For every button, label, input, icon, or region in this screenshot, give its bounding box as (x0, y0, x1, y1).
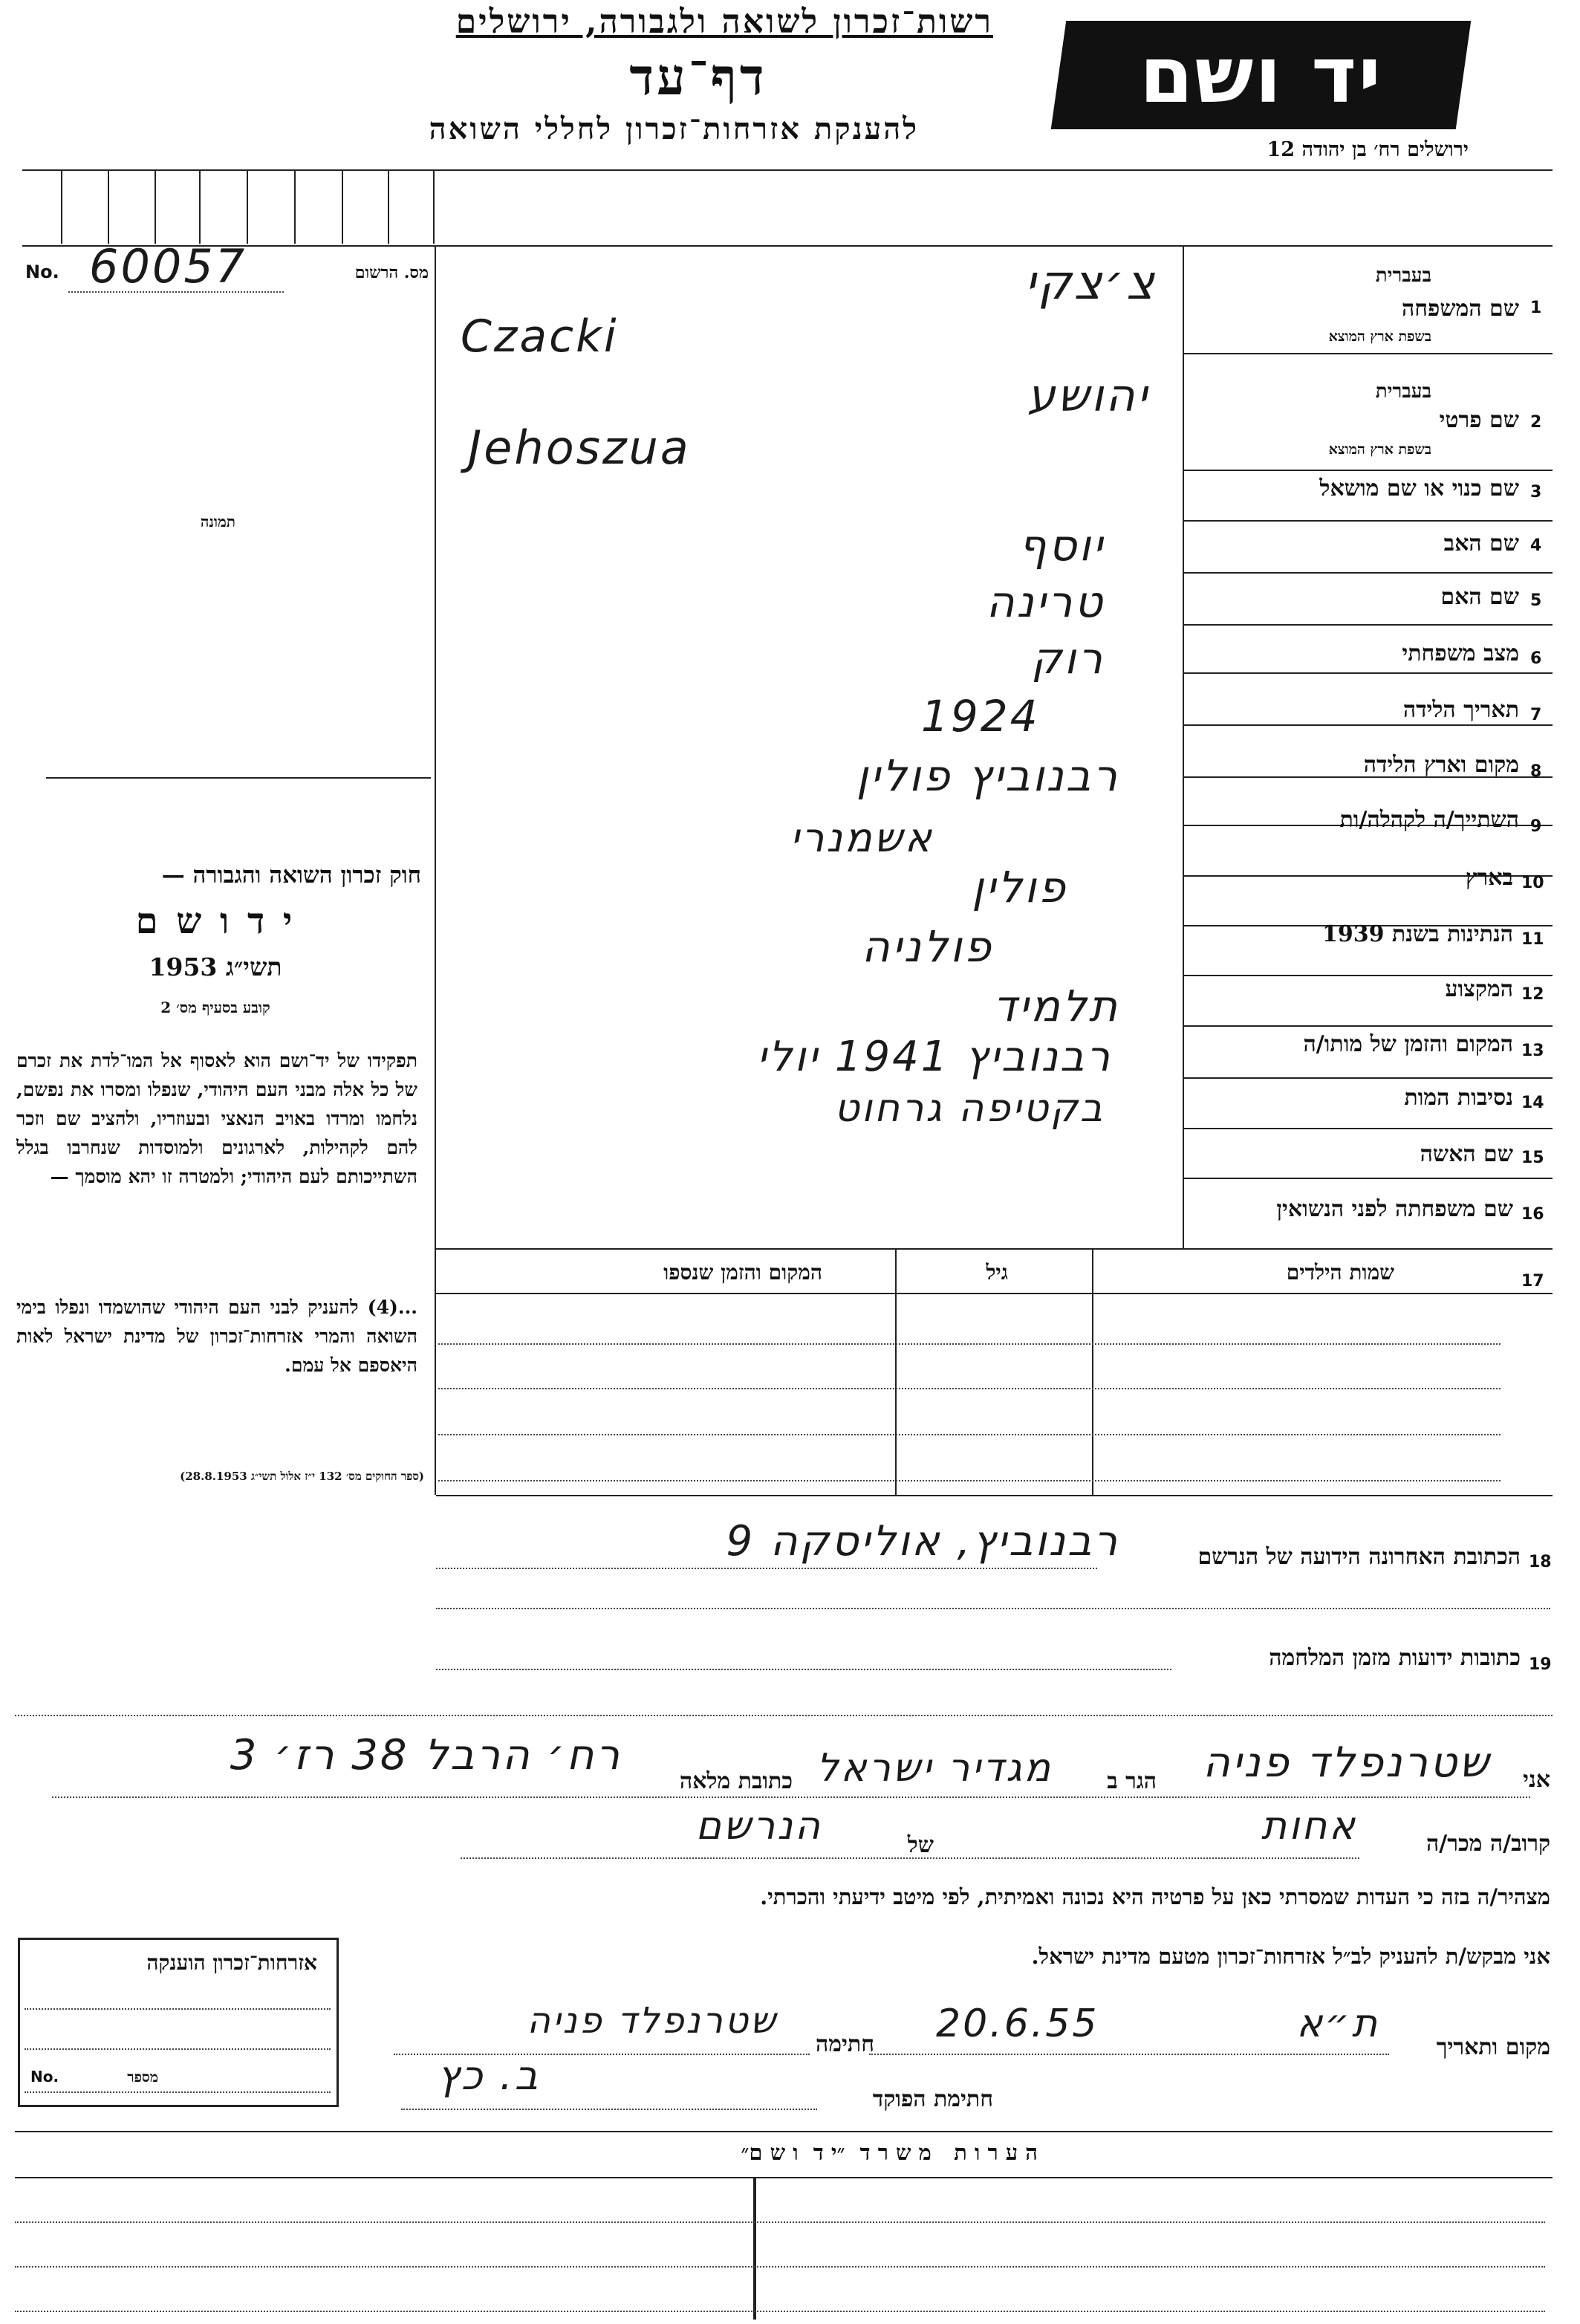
address-line (436, 1608, 1550, 1609)
yad-vashem-logo (1051, 21, 1472, 129)
field-10-label: בארץ (1465, 865, 1513, 891)
date-value[interactable]: 20.6.55 (936, 2002, 1099, 2046)
field-13-number: 13 (1521, 1042, 1544, 1060)
field-4-number: 4 (1530, 536, 1542, 555)
field-10-value[interactable]: פולין (972, 862, 1067, 912)
field-rule (1183, 1077, 1553, 1079)
field-13-label: המקום והזמן של מותו/ה (1303, 1031, 1513, 1057)
citizenship-line (25, 2091, 331, 2093)
declaration-line (461, 1857, 1359, 1859)
law-section: קובע בסעיף מס׳ 2 (160, 999, 270, 1016)
document-subtitle: להענקת אזרחות־זכרון לחללי השואה (429, 111, 919, 146)
citizenship-line (25, 2048, 331, 2050)
field-5-label: שם האם (1440, 584, 1519, 610)
field-2-value-latin[interactable]: Jehoszua (468, 421, 691, 475)
field-rule (1183, 470, 1553, 471)
law-year: תשי״ג 1953 (149, 952, 282, 981)
field-8-number: 8 (1530, 762, 1542, 781)
signature-label: חתימה (816, 2031, 874, 2057)
law-heading: חוק זכרון השואה והגבורה — (161, 862, 421, 889)
officer-signature-label: חתימת הפוקד (872, 2086, 993, 2112)
law-paragraph-1: תפקידו של יד־ושם הוא לאסוף אל המו־לדת את זכרם של כל אלה מבני העם היהודי, שנפלו ומסרו את נפשם, נלחמו ומרדו באויב הנאצי ובעוזריו, ולהציב שם וזכר להם לקהילות, לארגונים ולמוסדות שנחרבו בגלל השתייכותם לעם היהודי; ולמטרה זו יהא מוסמך — (16, 1050, 417, 1187)
strip-divider (61, 171, 62, 244)
field-12-number: 12 (1521, 985, 1544, 1004)
registration-no-value: 60057 (89, 239, 247, 293)
field-2-value-hebrew[interactable]: יהושע (1027, 370, 1149, 422)
field-15-label: שם האשה (1420, 1141, 1513, 1167)
field-1-value-latin[interactable]: Czacki (461, 311, 619, 363)
law-paragraph-2: ...(4) להעניק לבני העם היהודי שהושמדו ונפלו בימי השואה והמרי אזרחות־זכרון של מדינת ישראל לאות היאספם אל עמם. (16, 1296, 417, 1376)
field-18-number: 18 (1529, 1553, 1552, 1571)
children-top-rule (436, 1248, 1553, 1250)
field-12-value[interactable]: תלמיד (992, 981, 1119, 1031)
field-9-value[interactable]: אשמנרי (790, 814, 934, 861)
strip-divider (199, 171, 201, 244)
field-rule (1183, 672, 1553, 674)
declarant-name[interactable]: שטרנפלד פניה (1203, 1739, 1491, 1787)
top-rule (22, 169, 1553, 171)
citizenship-box (18, 1938, 339, 2107)
notes-line (15, 2221, 1545, 2223)
label-column-border (1183, 247, 1184, 1248)
main-left-border (435, 247, 436, 1495)
field-rule (1183, 724, 1553, 726)
field-rule (1183, 624, 1553, 626)
declaration-line-1: מצהיר/ה בזה כי העדות שמסרתי כאן על פרטיה היא נכונה ואמיתית, לפי מיטב ידיעתי והכרתי. (760, 1884, 1550, 1909)
strip-divider (388, 171, 389, 244)
citizenship-no-label: No. (30, 2068, 59, 2086)
field-16-label: שם משפחתה לפני הנשואין (1276, 1196, 1513, 1222)
field-rule (1183, 1128, 1553, 1129)
relation-value[interactable]: אחות (1261, 1804, 1357, 1849)
registration-no-label: No. (25, 262, 59, 282)
strip-divider (433, 171, 435, 244)
officer-signature[interactable]: ב. כץ (437, 2052, 540, 2099)
photo-bottom-rule (46, 777, 431, 779)
field-6-value[interactable]: רוק (1031, 633, 1105, 684)
field-9-label: השתייך/ה לקהלה/ות (1339, 807, 1519, 833)
field-14-label: נסיבות המות (1404, 1085, 1513, 1111)
children-row (438, 1480, 1501, 1481)
field-2-sub: בשפת ארץ המוצא (1328, 441, 1431, 458)
field-6-number: 6 (1530, 649, 1542, 668)
children-row (438, 1343, 1501, 1345)
place-date-label: מקום ותאריך (1436, 2034, 1550, 2060)
strip-divider (155, 171, 156, 244)
children-age-header: גיל (986, 1260, 1008, 1285)
relation-of-label: של (907, 1832, 934, 1858)
field-2-lang: בעברית (1375, 380, 1431, 403)
field-14-value[interactable]: בקטיפה גרחוט (834, 1086, 1105, 1131)
field-13-value[interactable]: רבנוביץ 1941 יולי (756, 1033, 1112, 1081)
field-3-number: 3 (1530, 483, 1542, 502)
children-bottom-rule (436, 1495, 1553, 1496)
field-11-number: 11 (1521, 930, 1544, 949)
field-15-number: 15 (1521, 1149, 1544, 1167)
strip-divider (294, 171, 296, 244)
field-7-label: תאריך הלידה (1402, 697, 1519, 723)
strip-divider (342, 171, 343, 244)
field-10-number: 10 (1521, 874, 1544, 892)
field-1-sub: בשפת ארץ המוצא (1328, 328, 1431, 345)
place-value[interactable]: ת״א (1296, 2002, 1379, 2046)
relation-of-value[interactable]: הנרשם (695, 1804, 822, 1849)
address-line (436, 1568, 1097, 1569)
field-2-number: 2 (1530, 413, 1542, 432)
office-notes-heading: ה ע ר ו ת מ ש ר ד ״י ד ו ש ם״ (741, 2140, 1038, 2165)
field-rule (1183, 1025, 1553, 1027)
field-rule (1183, 572, 1553, 574)
strip-divider (247, 171, 248, 244)
field-14-number: 14 (1521, 1094, 1544, 1112)
field-18-value[interactable]: רבנוביץ, אוליסקה 9 (726, 1517, 1119, 1565)
citizenship-number-label: מספר (127, 2069, 158, 2086)
field-5-value[interactable]: טרינה (986, 577, 1105, 627)
field-1-lang: בעברית (1375, 264, 1431, 287)
declaration-resident-label: הגר ב (1107, 1768, 1157, 1794)
law-citation: (ספר החוקים מס׳ 132 י״ז אלול תשי״ג 28.8.1953) (180, 1470, 424, 1483)
field-16-number: 16 (1521, 1205, 1544, 1224)
notes-rule (15, 2177, 1553, 2178)
children-row (438, 1434, 1501, 1435)
field-2-label: שם פרטי (1439, 407, 1519, 433)
citizenship-box-title: אזרחות־זכרון הוענקה (146, 1950, 317, 1975)
field-7-value[interactable]: 1924 (921, 691, 1040, 741)
field-8-label: מקום וארץ הלידה (1363, 752, 1519, 778)
field-19-number: 19 (1529, 1655, 1552, 1674)
children-row (438, 1388, 1501, 1389)
notes-divider (753, 2178, 756, 2320)
field-11-value[interactable]: פולניה (861, 921, 993, 972)
notes-line (15, 2311, 1545, 2312)
notes-top-rule (15, 2131, 1553, 2132)
declaration-address-label: כתובת מלאה (679, 1768, 793, 1794)
field-5-number: 5 (1530, 591, 1542, 610)
field-19-label: כתובות ידועות מזמן המלחמה (1269, 1645, 1521, 1671)
declaration-line-2: אני מבקש/ת להעניק לב״ל אזרחות־זכרון מטעם מדינת ישראל. (1031, 1944, 1550, 1969)
field-8-value[interactable]: רבנוביץ פולין (856, 750, 1119, 801)
address-line (15, 1715, 1553, 1716)
strip-bottom-rule (22, 245, 1553, 247)
field-6-label: מצב משפחתי (1402, 640, 1519, 666)
field-rule (1183, 520, 1553, 522)
field-4-value[interactable]: יוסף (1018, 520, 1105, 571)
children-names-header: שמות הילדים (1286, 1260, 1394, 1285)
declaration-ani: אני (1523, 1767, 1550, 1793)
reg-dots (68, 291, 284, 293)
logo-address: ירושלים רח׳ בן יהודה 12 (1267, 138, 1469, 161)
declarant-city[interactable]: מגדיר ישראל (816, 1746, 1053, 1791)
strip-divider (108, 171, 109, 244)
children-col-divider (895, 1250, 897, 1495)
citizenship-line (25, 2008, 331, 2010)
field-rule (1183, 353, 1553, 354)
notes-line (15, 2266, 1545, 2268)
field-3-label: שם כנוי או שם מושאל (1319, 475, 1519, 502)
date-line (869, 2054, 1389, 2055)
logo-text: יד ושם (1140, 30, 1382, 120)
field-7-number: 7 (1530, 706, 1542, 724)
document-title: דף־עד (629, 48, 767, 107)
children-place-header: המקום והזמן שנספו (663, 1260, 822, 1285)
signature-value[interactable]: שטרנפלד פניה (527, 2000, 778, 2042)
law-org: י ד ו ש ם (135, 900, 296, 942)
relation-label: קרוב/ה מכר/ה (1426, 1831, 1550, 1857)
field-17-number: 17 (1521, 1272, 1544, 1291)
children-col-divider (1092, 1250, 1093, 1495)
address-line (436, 1669, 1171, 1670)
field-12-label: המקצוע (1445, 976, 1513, 1002)
field-11-label: הנתינות בשנת 1939 (1321, 921, 1513, 947)
field-rule (1183, 1178, 1553, 1179)
field-1-label: שם המשפחה (1401, 296, 1519, 322)
org-line: רשות־זכרון לשואה ולגבורה, ירושלים (455, 3, 993, 41)
field-9-number: 9 (1530, 817, 1542, 836)
field-1-value-hebrew[interactable]: צ׳צקי (1024, 256, 1157, 311)
field-4-label: שם האב (1443, 530, 1519, 556)
declarant-address[interactable]: רח׳ הרבל 38 רז׳ 3 (230, 1731, 622, 1779)
field-18-label: הכתובת האחרונה הידועה של הנרשם (1197, 1544, 1521, 1570)
children-header-rule (436, 1293, 1553, 1294)
declaration-line (52, 1796, 1530, 1798)
photo-label: תמונה (200, 513, 235, 530)
field-1-number: 1 (1530, 299, 1542, 317)
registration-label: מס. הרשום (354, 263, 429, 282)
officer-line (401, 2109, 817, 2110)
